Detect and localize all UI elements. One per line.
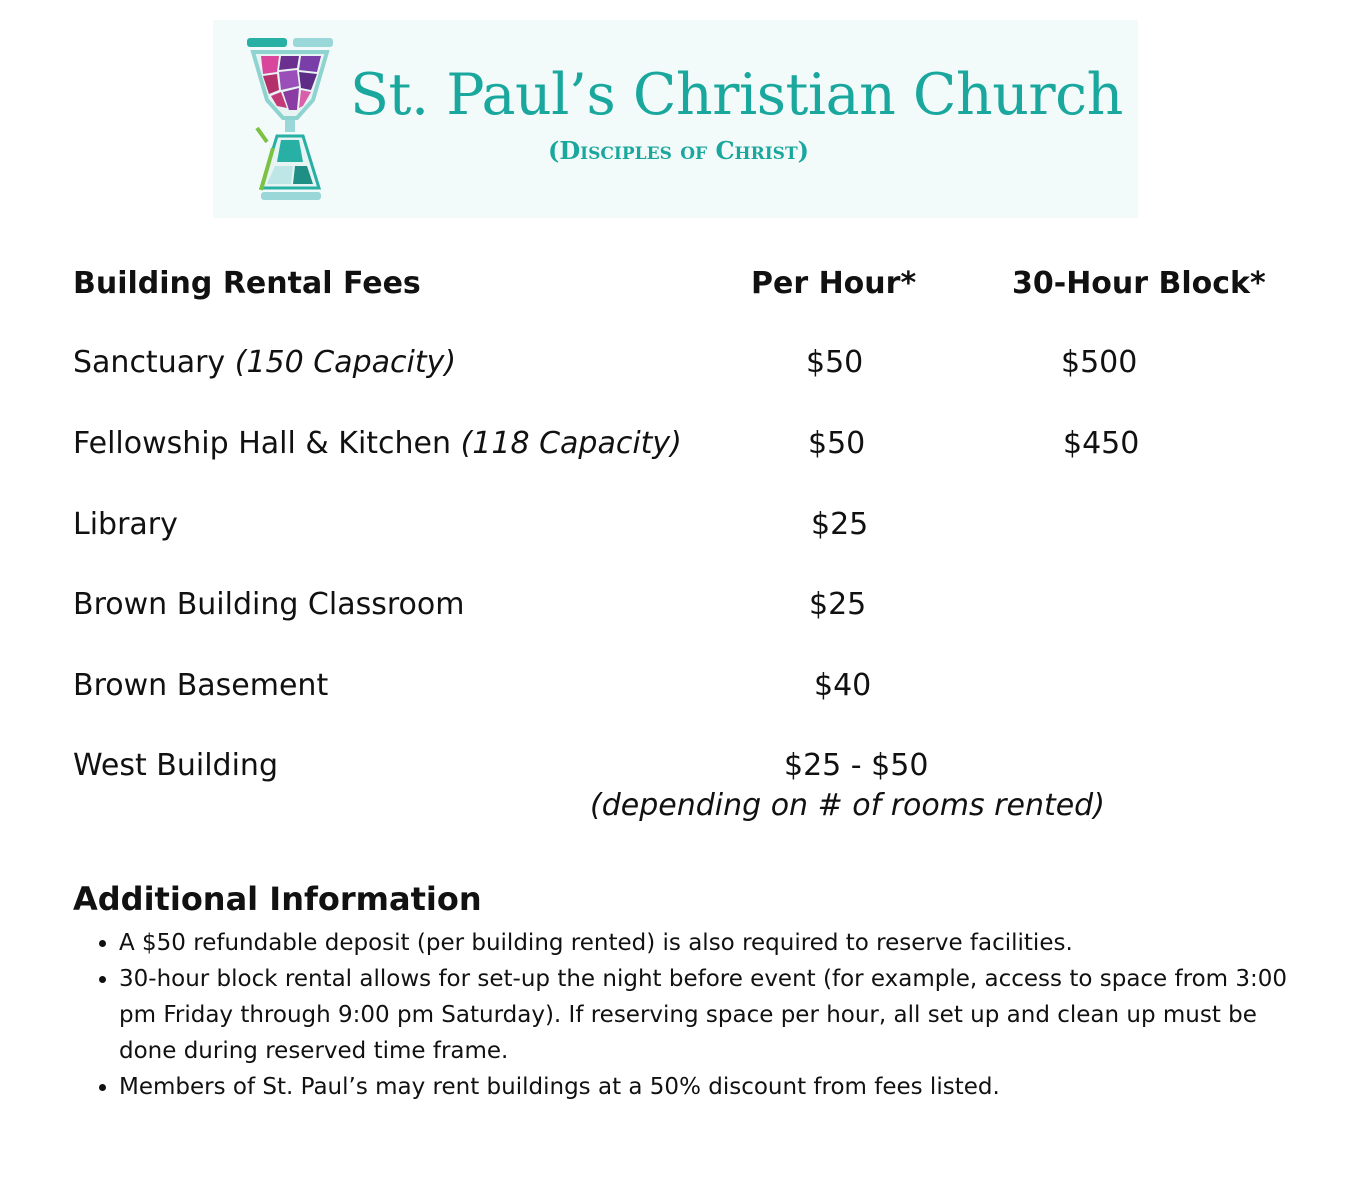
list-item: • Members of St. Paul’s may rent buildings at a 50% discount from fees listed. bbox=[119, 1069, 1319, 1105]
church-logo bbox=[213, 20, 1138, 218]
list-item: • A $50 refundable deposit (per building rented) is also required to reserve facilities. bbox=[119, 925, 1319, 961]
per-hour-header: Per Hour* bbox=[751, 266, 917, 301]
room-fellowship-hall bbox=[73, 426, 682, 461]
price-per-hour: $25 - $50 bbox=[784, 748, 929, 783]
list-item: • 30-hour block rental allows for set-up the night before event (for example, access to space from 3:00 pm Friday through 9:00 pm Saturday). If reserving space per hour, all set up and clean up must be done during reserved time frame. bbox=[119, 961, 1319, 1069]
additional-info-list bbox=[73, 925, 1319, 1105]
price-per-hour: $25 bbox=[811, 507, 869, 542]
fees-header: Building Rental Fees bbox=[73, 266, 421, 301]
room-brown-basement: Brown Basement bbox=[73, 668, 329, 703]
room-label: Sanctuary bbox=[73, 345, 226, 380]
room-west-building: West Building bbox=[73, 748, 278, 783]
room-capacity: (150 Capacity) bbox=[234, 345, 457, 380]
price-per-hour: $50 bbox=[808, 426, 866, 461]
price-block: $450 bbox=[1063, 426, 1140, 461]
church-subtitle: (Disciples of Christ) bbox=[548, 136, 809, 165]
west-building-note: (depending on # of rooms rented) bbox=[590, 788, 1105, 823]
price-block: $500 bbox=[1061, 345, 1138, 380]
room-capacity: (118 Capacity) bbox=[460, 426, 682, 461]
church-name: St. Paul’s Christian Church bbox=[350, 62, 1123, 128]
price-per-hour: $40 bbox=[814, 668, 872, 703]
additional-info-title: Additional Information bbox=[73, 880, 482, 918]
price-per-hour: $50 bbox=[806, 345, 864, 380]
room-library: Library bbox=[73, 507, 178, 542]
room-brown-classroom: Brown Building Classroom bbox=[73, 587, 465, 622]
room-sanctuary bbox=[73, 345, 456, 380]
chalice-logo-icon bbox=[247, 38, 333, 202]
price-per-hour: $25 bbox=[809, 587, 867, 622]
room-label: Fellowship Hall & Kitchen bbox=[73, 426, 452, 461]
block-header: 30-Hour Block* bbox=[1012, 266, 1266, 301]
